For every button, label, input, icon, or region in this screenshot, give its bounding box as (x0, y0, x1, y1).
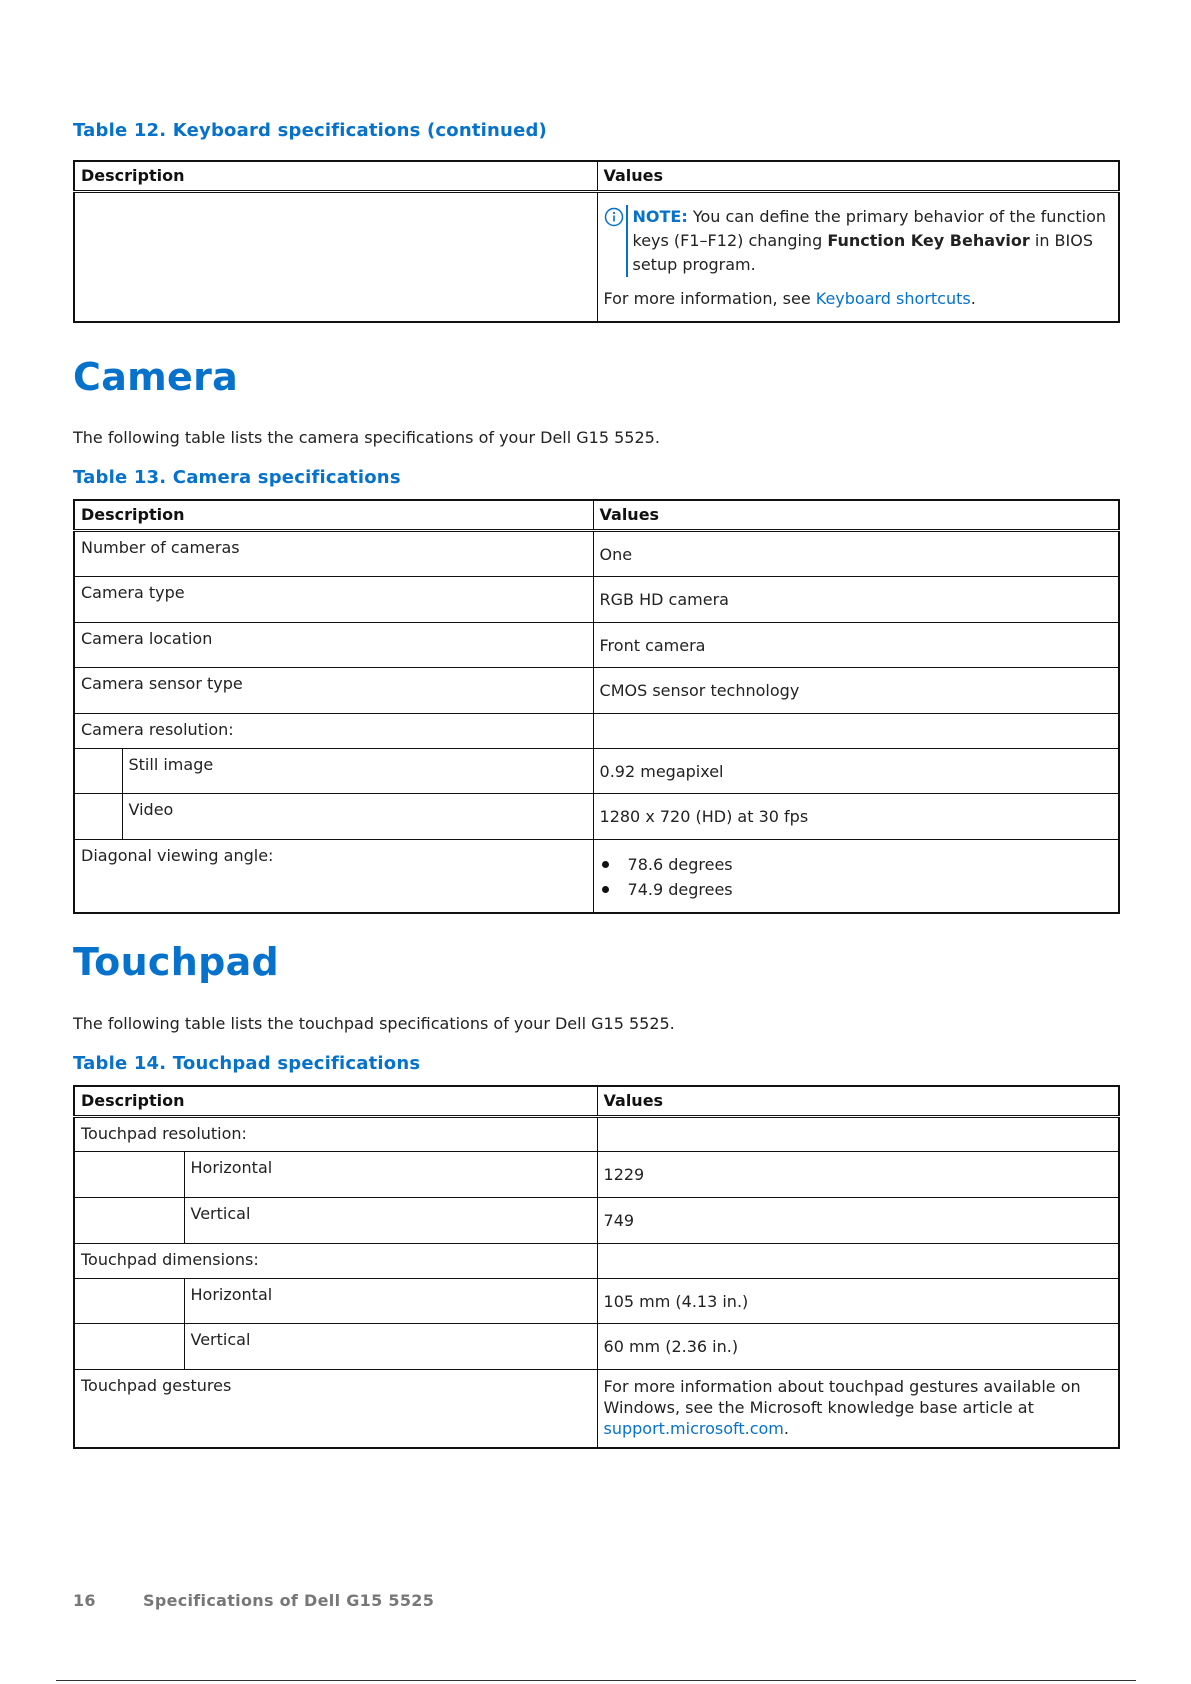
note-text-after: in BIOS setup program. (632, 231, 1093, 274)
header-values: Values (597, 161, 1119, 192)
table-14-caption: Table 14. Touchpad specifications (73, 1053, 421, 1074)
empty-description-cell (74, 192, 597, 322)
row-value (593, 840, 1119, 914)
list-item: 78.6 degrees (600, 852, 1113, 877)
gestures-text: For more information about touchpad gestures available on Windows, see the Microsoft knowledge base article at (603, 1377, 1081, 1417)
table-12-caption: Table 12. Keyboard specifications (continued) (73, 120, 547, 141)
footer-title: Specifications of Dell G15 5525 (143, 1591, 435, 1610)
row-value: RGB HD camera (593, 577, 1119, 623)
table-row (74, 1117, 1119, 1152)
note-box (604, 205, 1113, 277)
row-value: 0.92 megapixel (593, 749, 1119, 794)
page-footer (73, 1591, 434, 1610)
table-row (74, 1198, 1119, 1244)
gestures-suffix: . (783, 1419, 789, 1438)
note-bold-text: Function Key Behavior (827, 231, 1030, 250)
row-value: 1229 (597, 1152, 1119, 1198)
table-row (74, 840, 1119, 914)
indent-cell (74, 1152, 184, 1198)
header-description: Description (74, 500, 593, 531)
table-row (74, 1324, 1119, 1370)
table-row (74, 1370, 1119, 1448)
note-cell (597, 192, 1119, 322)
row-value: Front camera (593, 623, 1119, 668)
list-item: 74.9 degrees (600, 877, 1113, 902)
table-13-caption: Table 13. Camera specifications (73, 467, 401, 488)
row-value: 1280 x 720 (HD) at 30 fps (593, 794, 1119, 840)
table-row (74, 1244, 1119, 1279)
keyboard-shortcuts-link[interactable]: Keyboard shortcuts (815, 289, 971, 308)
row-label: Touchpad resolution: (74, 1117, 597, 1152)
row-label: Horizontal (184, 1279, 597, 1324)
note-text-before: You can define the primary behavior of the function keys (F1–F12) changing (632, 207, 1107, 250)
info-icon (604, 207, 624, 227)
table-row (74, 1152, 1119, 1198)
table-row (74, 577, 1119, 623)
touchpad-heading: Touchpad (73, 940, 280, 984)
row-label: Camera resolution: (74, 714, 593, 749)
header-description: Description (74, 161, 597, 192)
row-label: Touchpad dimensions: (74, 1244, 597, 1279)
indent-cell (74, 1279, 184, 1324)
row-label: Video (122, 794, 593, 840)
row-label: Diagonal viewing angle: (74, 840, 593, 914)
row-value (597, 1244, 1119, 1279)
camera-heading: Camera (73, 355, 239, 399)
indent-cell (74, 794, 122, 840)
camera-intro: The following table lists the camera specifications of your Dell G15 5525. (73, 428, 660, 447)
row-value (597, 1370, 1119, 1448)
row-label: Vertical (184, 1198, 597, 1244)
table-row (74, 668, 1119, 714)
row-value: 105 mm (4.13 in.) (597, 1279, 1119, 1324)
row-value: 749 (597, 1198, 1119, 1244)
row-label: Number of cameras (74, 531, 593, 577)
viewing-angle-list (600, 852, 1113, 902)
indent-cell (74, 749, 122, 794)
row-value (593, 714, 1119, 749)
note-text (626, 205, 1113, 277)
table-row (74, 749, 1119, 794)
row-value: 60 mm (2.36 in.) (597, 1324, 1119, 1370)
keyboard-spec-table (73, 160, 1120, 323)
table-row (74, 531, 1119, 577)
row-label: Vertical (184, 1324, 597, 1370)
touchpad-intro: The following table lists the touchpad specifications of your Dell G15 5525. (73, 1014, 675, 1033)
note-label: NOTE: (632, 207, 688, 226)
row-label: Touchpad gestures (74, 1370, 597, 1448)
header-values: Values (597, 1086, 1119, 1117)
header-description: Description (74, 1086, 597, 1117)
more-info-suffix: . (970, 289, 976, 308)
row-label: Camera type (74, 577, 593, 623)
more-info-line (604, 289, 1113, 308)
camera-spec-table (73, 499, 1120, 914)
row-label: Camera sensor type (74, 668, 593, 714)
row-label: Horizontal (184, 1152, 597, 1198)
table-row (74, 1279, 1119, 1324)
header-values: Values (593, 500, 1119, 531)
indent-cell (74, 1324, 184, 1370)
more-info-prefix: For more information, see (603, 289, 816, 308)
page-number: 16 (73, 1591, 96, 1610)
table-row (74, 623, 1119, 668)
row-label: Still image (122, 749, 593, 794)
table-row (74, 794, 1119, 840)
touchpad-spec-table (73, 1085, 1120, 1449)
support-microsoft-link[interactable]: support.microsoft.com (603, 1419, 784, 1438)
row-label: Camera location (74, 623, 593, 668)
row-value: CMOS sensor technology (593, 668, 1119, 714)
footer-rule (56, 1680, 1136, 1681)
row-value: One (593, 531, 1119, 577)
row-value (597, 1117, 1119, 1152)
indent-cell (74, 1198, 184, 1244)
table-row (74, 714, 1119, 749)
